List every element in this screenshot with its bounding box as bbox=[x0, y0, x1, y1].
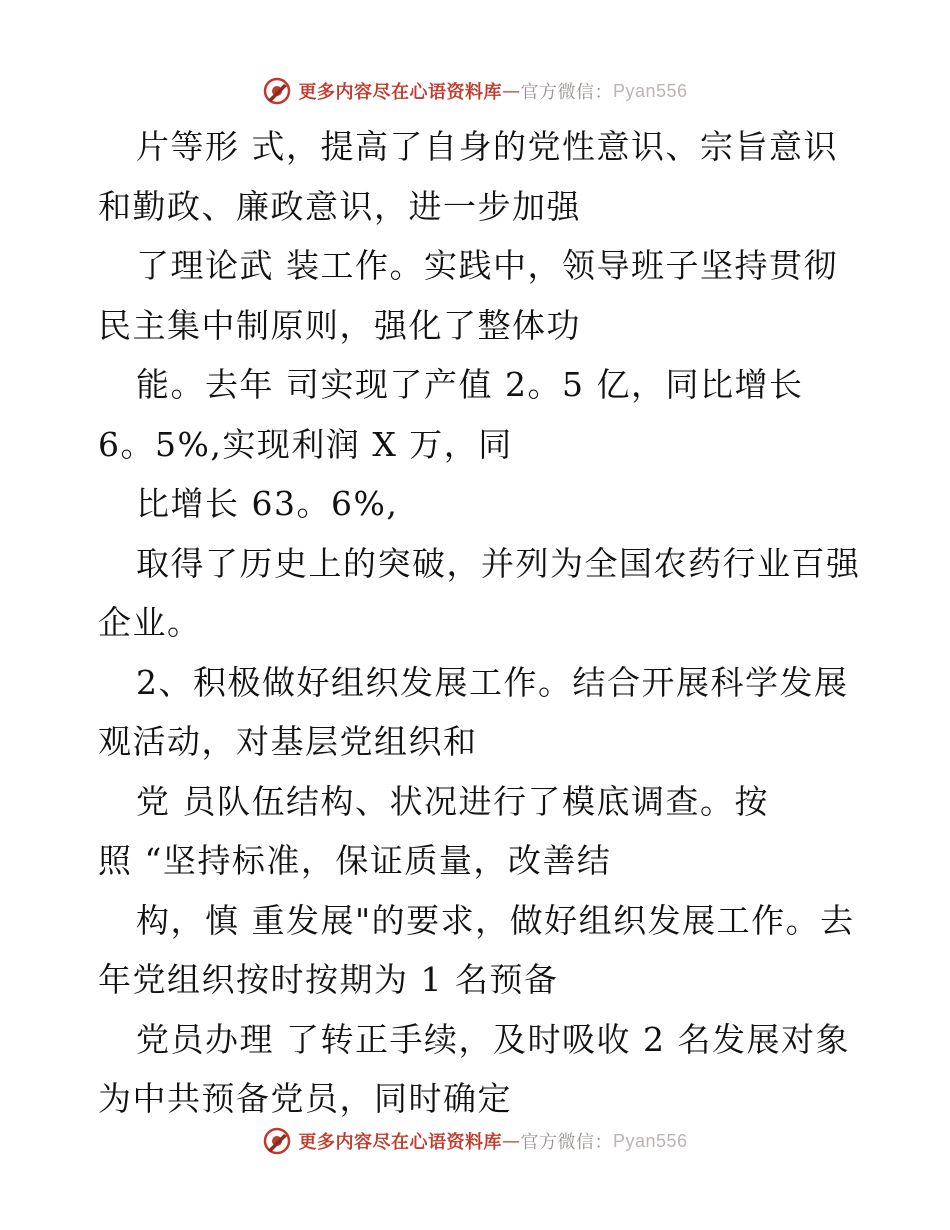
watermark-dash: — bbox=[501, 1130, 521, 1152]
text-line: 了理论武 装工作。实践中，领导班子坚持贯彻 bbox=[136, 246, 838, 285]
logo-icon bbox=[262, 76, 292, 106]
text-line: 6。5%,实现利润 X 万，同 bbox=[98, 424, 513, 464]
watermark-wechat-id: Pyan556 bbox=[612, 1130, 688, 1151]
text-line: 能。去年 司实现了产值 2。5 亿，同比增长 bbox=[136, 365, 804, 404]
text-line: 党 员队伍结构、状况进行了模底调查。按 bbox=[136, 781, 769, 821]
text-line: 为中共预备党员，同时确定 bbox=[98, 1079, 512, 1118]
watermark-wechat-label: 官方微信： bbox=[520, 1132, 613, 1153]
document-body bbox=[98, 117, 878, 1129]
logo-icon bbox=[262, 1126, 292, 1156]
text-line: 和勤政、廉政意识，进一步加强 bbox=[98, 186, 581, 226]
text-line: 取得了历史上的突破，并列为全国农药行业百强 bbox=[136, 543, 861, 583]
watermark-text: 更多内容尽在心语资料库 bbox=[298, 82, 502, 103]
text-line: 企业。 bbox=[98, 603, 202, 642]
text-line: 观活动，对基层党组织和 bbox=[98, 722, 478, 761]
text-line: 照 “坚持标准，保证质量，改善结 bbox=[98, 841, 612, 880]
footer-watermark bbox=[0, 1121, 950, 1161]
text-line: 比增长 63。6%, bbox=[136, 484, 399, 523]
text-line: 年党组织按时按期为 1 名预备 bbox=[98, 960, 559, 999]
text-line: 2、积极做好组织发展工作。结合开展科学发展 bbox=[136, 662, 849, 702]
watermark-dash: — bbox=[501, 80, 521, 102]
text-line: 民主集中制原则，强化了整体功 bbox=[98, 305, 581, 345]
watermark-wechat-id: Pyan556 bbox=[612, 80, 688, 101]
text-line: 片等形 式，提高了自身的党性意识、宗旨意识 bbox=[136, 127, 838, 166]
watermark-wechat-label: 官方微信： bbox=[520, 82, 613, 103]
text-line: 构，慎 重发展"的要求，做好组织发展工作。去 bbox=[136, 900, 855, 940]
text-line: 党员办理 了转正手续，及时吸收 2 名发展对象 bbox=[136, 1019, 850, 1059]
header-watermark bbox=[0, 71, 950, 111]
watermark-text: 更多内容尽在心语资料库 bbox=[298, 1132, 502, 1153]
